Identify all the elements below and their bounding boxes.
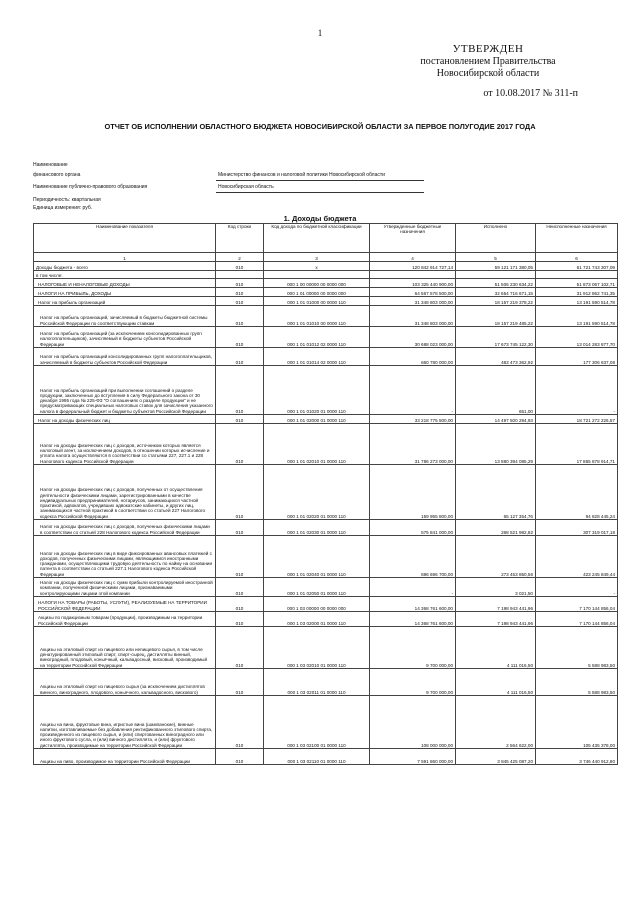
cell-approved: 159 955 800,00 — [370, 465, 456, 520]
meta-periodicity: Периодичность: квартальная — [33, 197, 101, 203]
cell-kbk: 000 1 01 00000 00 0000 000 — [264, 288, 370, 297]
table-row — [34, 262, 618, 271]
cell-executed: 3 021,50 — [456, 578, 536, 597]
cell-code: 010 — [216, 288, 264, 297]
cell-code: 010 — [216, 306, 264, 327]
cell-kbk: 000 1 01 01000 00 0000 110 — [264, 297, 370, 306]
approval-line-2: постановлением Правительства — [420, 55, 556, 67]
meta-unit: Единица измерения: руб. — [33, 205, 93, 211]
cell-kbk: х — [264, 262, 370, 271]
cell-unexecuted: 31 912 862 741,35 — [536, 288, 618, 297]
table-row — [34, 578, 618, 597]
cell-unexecuted: 177 306 637,08 — [536, 348, 618, 366]
cell-code: 010 — [216, 348, 264, 366]
cell-executed: 17 673 745 122,30 — [456, 327, 536, 348]
table-row — [34, 627, 618, 669]
cell-executed: 51 506 230 634,22 — [456, 279, 536, 288]
cell-kbk: 000 1 01 01020 01 0000 110 — [264, 366, 370, 415]
header-kbk: Код дохода по бюджетной классификации — [264, 224, 370, 253]
table-row — [34, 597, 618, 612]
meta-underline — [216, 180, 424, 181]
cell-approved: 108 000 000,00 — [370, 696, 456, 749]
cell-approved: 33 218 775 500,00 — [370, 415, 456, 424]
col-number: 3 — [264, 253, 370, 262]
table-row — [34, 297, 618, 306]
cell-code — [216, 271, 264, 279]
cell-unexecuted: 5 588 983,50 — [536, 627, 618, 669]
cell-code: 010 — [216, 696, 264, 749]
cell-executed: 4 111 016,50 — [456, 627, 536, 669]
cell-executed: 32 654 716 671,15 — [456, 288, 536, 297]
cell-unexecuted — [536, 271, 618, 279]
cell-approved: 14 368 761 600,00 — [370, 597, 456, 612]
cell-executed: 651,00 — [456, 366, 536, 415]
cell-unexecuted: 13 191 590 514,78 — [536, 297, 618, 306]
table-row — [34, 520, 618, 536]
cell-kbk: 000 1 03 02000 01 0000 110 — [264, 612, 370, 627]
cell-kbk: 000 1 03 02010 01 0000 110 — [264, 627, 370, 669]
cell-code: 010 — [216, 627, 264, 669]
cell-approved: - — [370, 578, 456, 597]
cell-kbk: 000 1 01 01014 02 0000 110 — [264, 348, 370, 366]
page-number: 1 — [317, 28, 323, 38]
table-row — [34, 749, 618, 765]
cell-unexecuted: 61 721 743 307,09 — [536, 262, 618, 271]
cell-kbk: 000 1 01 02020 01 0000 110 — [264, 465, 370, 520]
col-number: 6 — [536, 253, 618, 262]
cell-approved: 64 567 578 500,00 — [370, 288, 456, 297]
cell-unexecuted: 423 245 849,44 — [536, 536, 618, 578]
cell-executed: 273 453 850,56 — [456, 536, 536, 578]
header-approved: Утвержденные бюджетные назначения — [370, 224, 456, 253]
meta-label-entity: Наименование публично-правового образования — [33, 184, 148, 190]
cell-code: 010 — [216, 415, 264, 424]
approval-heading: УТВЕРЖДЕН — [452, 43, 524, 55]
cell-executed: 18 157 219 485,22 — [456, 306, 536, 327]
cell-approved: 31 786 273 000,00 — [370, 424, 456, 465]
cell-approved: 660 780 000,00 — [370, 348, 456, 366]
cell-kbk: 000 1 00 00000 00 0000 000 — [264, 279, 370, 288]
cell-kbk: 000 1 03 02011 01 0000 110 — [264, 669, 370, 696]
cell-kbk: 000 1 03 00000 00 0000 000 — [264, 597, 370, 612]
cell-approved: 575 841 000,00 — [370, 520, 456, 536]
table-row — [34, 271, 618, 279]
cell-approved: 31 348 803 000,00 — [370, 306, 456, 327]
cell-approved — [370, 271, 456, 279]
table-row — [34, 327, 618, 348]
cell-code: 010 — [216, 297, 264, 306]
cell-name: в том числе: — [34, 271, 216, 279]
cell-code: 010 — [216, 279, 264, 288]
cell-executed: 14 497 500 294,93 — [456, 415, 536, 424]
cell-name: Налог на доходы физических лиц с доходов, полученных физическими лицами в соответствии со статьей 228 Налогового кодекса Российской Федерации — [34, 520, 216, 536]
cell-executed: 483 473 362,92 — [456, 348, 536, 366]
cell-name: Налог на доходы физических лиц в виде фиксированных авансовых платежей с доходов, полученных физическими лицами, являющимися иностранными гражданами, осуществляющими трудовую деятельность по найму на основании патента в соответствии со статьей 227.1 Налогового кодекса Российской Федерации — [34, 536, 216, 578]
header-name: Наименование показателя — [34, 224, 216, 253]
cell-name: НАЛОГИ НА ТОВАРЫ (РАБОТЫ, УСЛУГИ), РЕАЛИЗУЕМЫЕ НА ТЕРРИТОРИИ РОССИЙСКОЙ ФЕДЕРАЦИИ — [34, 597, 216, 612]
header-executed: Исполнено — [456, 224, 536, 253]
cell-unexecuted: 3 746 440 912,80 — [536, 749, 618, 765]
cell-code: 010 — [216, 424, 264, 465]
col-number: 5 — [456, 253, 536, 262]
cell-unexecuted: 94 828 445,24 — [536, 465, 618, 520]
cell-kbk: 000 1 01 02050 01 0000 110 — [264, 578, 370, 597]
section-title: 1. Доходы бюджета — [283, 214, 357, 223]
cell-unexecuted: - — [536, 366, 618, 415]
col-number: 2 — [216, 253, 264, 262]
cell-name: Акцизы на этиловый спирт из пищевого сырья (за исключением дистиллятов винного, виноградного, плодового, коньячного, кальвадосного, вискового) — [34, 669, 216, 696]
table-row — [34, 279, 618, 288]
cell-unexecuted: 105 435 378,00 — [536, 696, 618, 749]
cell-name: Налог на доходы физических лиц с сумм прибыли контролируемой иностранной компании, полученной физическими лицами, признаваемыми контролирующими лицами этой компании — [34, 578, 216, 597]
cell-executed: 13 880 394 085,29 — [456, 424, 536, 465]
cell-approved: 696 696 700,00 — [370, 536, 456, 578]
meta-label-org-2: финансового органа — [33, 172, 81, 178]
table-row — [34, 465, 618, 520]
cell-name: Акцизы по подакцизным товарам (продукции), производимым на территории Российской Федерации — [34, 612, 216, 627]
table-row — [34, 366, 618, 415]
cell-kbk: 000 1 01 02010 01 0000 110 — [264, 424, 370, 465]
meta-value-entity: Новосибирская область — [218, 184, 274, 190]
cell-code: 010 — [216, 520, 264, 536]
meta-label-org-1: Наименование — [33, 162, 68, 168]
cell-name: Налог на прибыль организаций консолидированных групп налогоплательщиков, зачисляемый в бюджеты субъектов Российской Федерации — [34, 348, 216, 366]
cell-name: Налог на доходы физических лиц — [34, 415, 216, 424]
cell-executed: 3 845 425 087,20 — [456, 749, 536, 765]
table-header-row — [34, 224, 618, 253]
cell-approved: 103 325 440 900,00 — [370, 279, 456, 288]
cell-approved: 7 591 860 000,00 — [370, 749, 456, 765]
meta-value-org: Министерство финансов и налоговой политики Новосибирской области — [218, 172, 385, 178]
cell-code: 010 — [216, 366, 264, 415]
cell-name: Налог на прибыль организаций (за исключением консолидированных групп налогоплательщиков), зачисляемый в бюджеты субъектов Российской Федерации — [34, 327, 216, 348]
cell-name: НАЛОГОВЫЕ И НЕНАЛОГОВЫЕ ДОХОДЫ — [34, 279, 216, 288]
cell-executed: 18 157 219 378,22 — [456, 297, 536, 306]
cell-approved: 120 842 914 727,14 — [370, 262, 456, 271]
cell-code: 010 — [216, 669, 264, 696]
cell-name: Доходы бюджета - всего — [34, 262, 216, 271]
cell-unexecuted: 13 014 283 877,70 — [536, 327, 618, 348]
cell-kbk: 000 1 01 01012 02 0000 110 — [264, 327, 370, 348]
cell-executed: 59 121 171 380,05 — [456, 262, 536, 271]
table-row — [34, 348, 618, 366]
cell-kbk: 000 1 03 02110 01 0000 110 — [264, 749, 370, 765]
revenue-table — [33, 223, 618, 765]
cell-executed — [456, 271, 536, 279]
cell-unexecuted: 307 319 017,18 — [536, 520, 618, 536]
cell-approved: 30 688 023 000,00 — [370, 327, 456, 348]
cell-kbk: 000 1 01 02030 01 0000 110 — [264, 520, 370, 536]
cell-name: Налог на прибыль организаций при выполнении соглашений о разделе продукции, заключенных до вступления в силу Федерального закона от 30 декабря 1995 года № 225-ФЗ "О соглашениях о разделе продукции" и не предусматривающих специальных налоговых ставок для зачисления указанного налога в федеральный бюджет и бюджеты субъектов Российской Федерации — [34, 366, 216, 415]
table-row — [34, 306, 618, 327]
table-row — [34, 696, 618, 749]
table-row — [34, 612, 618, 627]
cell-code: 010 — [216, 578, 264, 597]
cell-unexecuted: 51 873 067 102,71 — [536, 279, 618, 288]
cell-code: 010 — [216, 749, 264, 765]
cell-approved: 14 368 761 600,00 — [370, 612, 456, 627]
cell-unexecuted: 7 170 144 856,04 — [536, 612, 618, 627]
cell-approved: - — [370, 366, 456, 415]
cell-kbk: 000 1 03 02100 01 0000 110 — [264, 696, 370, 749]
cell-code: 010 — [216, 262, 264, 271]
approval-date: от 10.08.2017 № 311-п — [483, 87, 578, 99]
cell-code: 010 — [216, 536, 264, 578]
cell-approved: 9 700 000,00 — [370, 627, 456, 669]
cell-executed: 65 127 354,76 — [456, 465, 536, 520]
cell-name: Акцизы на пиво, производимое на территории Российской Федерации — [34, 749, 216, 765]
meta-underline — [216, 192, 424, 193]
approval-line-3: Новосибирской области — [436, 68, 540, 79]
cell-name: НАЛОГИ НА ПРИБЫЛЬ, ДОХОДЫ — [34, 288, 216, 297]
col-number: 1 — [34, 253, 216, 262]
cell-unexecuted: 5 588 983,50 — [536, 669, 618, 696]
cell-name: Налог на прибыль организаций — [34, 297, 216, 306]
cell-unexecuted: 18 721 272 226,57 — [536, 415, 618, 424]
report-title: ОТЧЕТ ОБ ИСПОЛНЕНИИ ОБЛАСТНОГО БЮДЖЕТА НОВОСИБИРСКОЙ ОБЛАСТИ ЗА ПЕРВОЕ ПОЛУГОДИЕ 2017 ГОДА — [104, 122, 536, 131]
cell-unexecuted: 13 191 590 514,78 — [536, 306, 618, 327]
cell-approved: 9 700 000,00 — [370, 669, 456, 696]
header-code: Код строки — [216, 224, 264, 253]
cell-unexecuted: 7 170 144 856,04 — [536, 597, 618, 612]
table-row — [34, 288, 618, 297]
column-number-row — [34, 253, 618, 262]
cell-code: 010 — [216, 597, 264, 612]
cell-kbk: 000 1 01 02040 01 0000 110 — [264, 536, 370, 578]
cell-executed: 4 111 016,50 — [456, 669, 536, 696]
cell-name: Акцизы на вина, фруктовые вина, игристые вина (шампанские), винные напитки, изготавливаемые без добавления ректификованного этилового спирта, произведенного из пищевого сырья, и (или) спиртованных виноградного или иного фруктового сусла, и (или) винного дистиллята, и (или) фруктового дистиллята, производимые на территории Российской Федерации — [34, 696, 216, 749]
cell-approved: 31 348 803 000,00 — [370, 297, 456, 306]
table-row — [34, 415, 618, 424]
cell-kbk: 000 1 01 02000 01 0000 110 — [264, 415, 370, 424]
col-number: 4 — [370, 253, 456, 262]
cell-name: Налог на прибыль организаций, зачисляемый в бюджеты бюджетной системы Российской Федерации по соответствующим ставкам — [34, 306, 216, 327]
cell-unexecuted: 17 865 878 914,71 — [536, 424, 618, 465]
cell-code: 010 — [216, 465, 264, 520]
table-row — [34, 424, 618, 465]
cell-name: Налог на доходы физических лиц с доходов, источником которых является налоговый агент, за исключением доходов, в отношении которых исчисление и уплата налога осуществляются в соответствии со статьями 227, 227.1 и 228 Налогового кодекса Российской Федерации — [34, 424, 216, 465]
table-row — [34, 536, 618, 578]
cell-kbk: 000 1 01 01010 00 0000 110 — [264, 306, 370, 327]
cell-name: Акцизы на этиловый спирт из пищевого или непищевого сырья, в том числе денатурированный этиловый спирт, спирт-сырец, дистилляты винный, виноградный, плодовый, коньячный, кальвадосный, висковый, производимый на территории Российской Федерации — [34, 627, 216, 669]
approval-stamp — [398, 43, 578, 100]
cell-name: Налог на доходы физических лиц с доходов, полученных от осуществления деятельности физическими лицами, зарегистрированными в качестве индивидуальных предпринимателей, нотариусов, занимающихся частной практикой, адвокатов, учредивших адвокатские кабинеты, и других лиц, занимающихся частной практикой в соответствии со статьей 227 Налогового кодекса Российской Федерации — [34, 465, 216, 520]
cell-executed: 268 521 982,82 — [456, 520, 536, 536]
header-unexecuted: Неисполненные назначения — [536, 224, 618, 253]
cell-kbk — [264, 271, 370, 279]
cell-executed: 7 198 943 441,96 — [456, 612, 536, 627]
cell-executed: 2 564 622,00 — [456, 696, 536, 749]
cell-code: 010 — [216, 327, 264, 348]
cell-unexecuted: - — [536, 578, 618, 597]
cell-executed: 7 198 943 441,96 — [456, 597, 536, 612]
table-row — [34, 669, 618, 696]
cell-code: 010 — [216, 612, 264, 627]
